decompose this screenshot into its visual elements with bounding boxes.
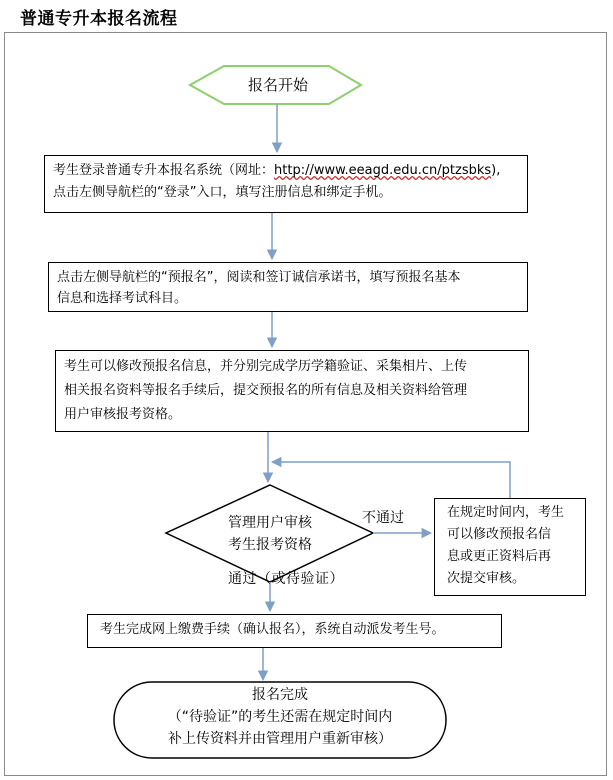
reject-line1: 在规定时间内，考生 — [447, 505, 565, 520]
step1-url: http://www.eeagd.edu.cn/ptzsbks — [274, 163, 492, 178]
end-line1: 报名完成 — [252, 687, 308, 703]
reject-box — [434, 498, 586, 596]
reject-label: 不通过 — [362, 510, 404, 526]
decision-line2: 考生报考资格 — [228, 537, 312, 553]
step2-line2: 信息和选择考试科目。 — [57, 291, 188, 306]
start-label: 报名开始 — [247, 76, 308, 94]
step3-line3: 用户审核报考资格。 — [64, 407, 182, 422]
step3-line1: 考生可以修改预报名信息，并分别完成学历学籍验证、采集相片、上传 — [64, 359, 468, 374]
page-title: 普通专升本报名流程 — [20, 9, 178, 29]
step4-line1: 考生完成网上缴费手续（确认报名），系统自动派发考生号。 — [100, 622, 445, 637]
step1-line1 — [53, 160, 519, 182]
end-line2: （“待验证”的考生还需在规定时间内 — [167, 709, 393, 725]
step1-line1-text: 考生登录普通专升本报名系统（网址： — [53, 163, 275, 178]
end-line3: 补上传资料并由管理用户重新审核） — [168, 731, 392, 747]
reject-line2: 可以修改预报名信 — [447, 527, 552, 542]
decision-text — [186, 512, 354, 556]
step3-box — [55, 350, 529, 432]
step4-box — [87, 614, 502, 648]
pass-label: 通过（或待验证） — [228, 571, 344, 587]
step2-line1: 点击左侧导航栏的“预报名”，阅读和签订诚信承诺书，填写预报名基本 — [57, 270, 461, 285]
arrow-loop-back — [272, 462, 510, 498]
end-text — [120, 684, 440, 750]
step3-line2: 相关报名资料等报名手续后，提交预报名的所有信息及相关资料给管理 — [64, 383, 468, 398]
reject-line4: 次提交审核。 — [447, 571, 526, 586]
step2-box — [48, 262, 528, 312]
step1-box — [44, 155, 528, 213]
reject-line3: 息或更正资料后再 — [447, 549, 552, 564]
decision-line1: 管理用户审核 — [228, 515, 312, 531]
step1-line2: 点击左侧导航栏的“登录”入口，填写注册信息和绑定手机。 — [53, 185, 392, 200]
step1-line1-end: ), — [491, 163, 501, 178]
